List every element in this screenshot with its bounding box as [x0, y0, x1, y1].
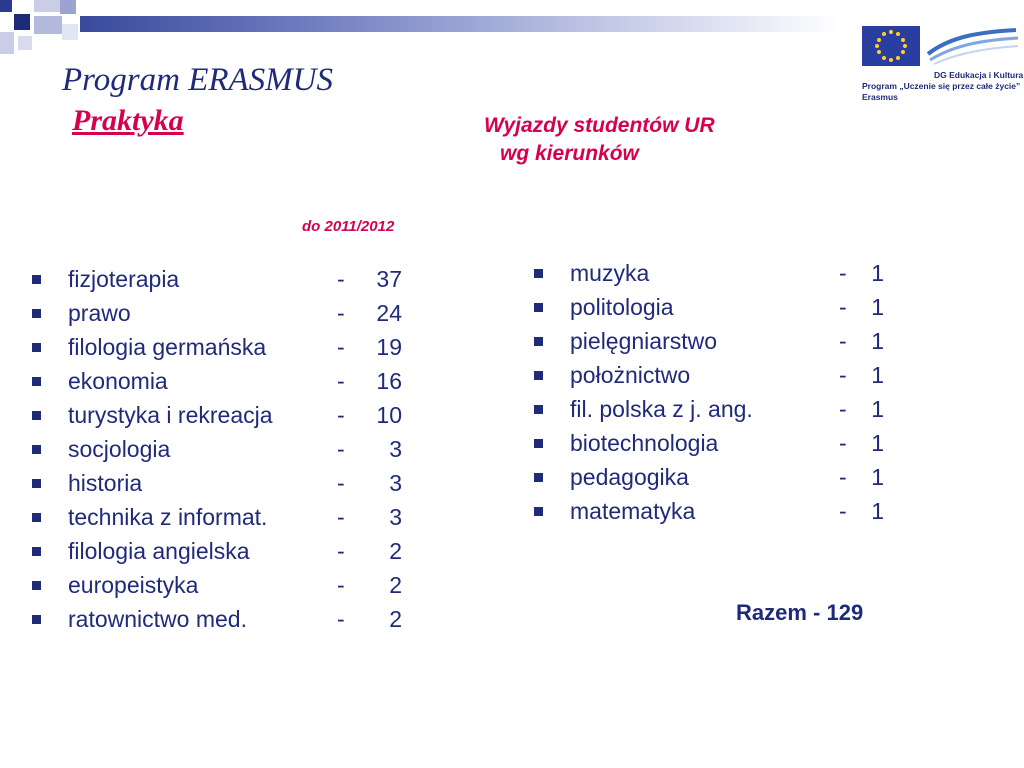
bullet-icon [534, 405, 543, 414]
page-subtitle: Praktyka [72, 104, 184, 137]
field-count: 1 [871, 430, 884, 456]
field-count: 37 [376, 266, 402, 292]
bullet-icon [32, 275, 41, 284]
dash-separator: - [337, 470, 345, 496]
list-item [534, 392, 914, 426]
field-count: 3 [389, 504, 402, 530]
list-item [534, 256, 914, 290]
field-count: 19 [376, 334, 402, 360]
field-count: 1 [871, 498, 884, 524]
field-name: położnictwo [570, 362, 691, 388]
field-name: filologia germańska [68, 334, 267, 360]
list-item [534, 358, 914, 392]
dash-separator: - [337, 504, 345, 530]
period-label: do 2011/2012 [302, 218, 395, 235]
corner-square [0, 0, 12, 12]
dash-separator: - [839, 260, 847, 286]
field-name: socjologia [68, 436, 171, 462]
right-field-list [534, 256, 914, 528]
logo-line-erasmus: Erasmus [862, 92, 898, 102]
field-name: fil. polska z j. ang. [570, 396, 753, 422]
corner-square [62, 24, 78, 40]
eu-logo [856, 22, 1022, 106]
dash-separator: - [839, 498, 847, 524]
bullet-icon [32, 513, 41, 522]
bullet-icon [32, 309, 41, 318]
field-count: 1 [871, 328, 884, 354]
bullet-icon [32, 377, 41, 386]
corner-square [0, 32, 14, 54]
field-name: historia [68, 470, 143, 496]
list-item [534, 494, 914, 528]
field-name: politologia [570, 294, 674, 320]
field-count: 10 [376, 402, 402, 428]
field-name: muzyka [570, 260, 650, 286]
field-name: ratownictwo med. [68, 606, 247, 632]
field-count: 2 [389, 606, 402, 632]
dash-separator: - [337, 368, 345, 394]
field-name: prawo [68, 300, 131, 326]
field-count: 1 [871, 464, 884, 490]
bullet-icon [32, 411, 41, 420]
bullet-icon [534, 507, 543, 516]
dash-separator: - [839, 430, 847, 456]
list-item [32, 534, 432, 568]
bullet-icon [534, 337, 543, 346]
logo-line-program: Program „Uczenie się przez całe życie” [862, 81, 1021, 91]
field-count: 1 [871, 396, 884, 422]
list-item [32, 466, 432, 500]
list-item [32, 364, 432, 398]
list-item [32, 568, 432, 602]
list-item [32, 262, 432, 296]
bullet-icon [32, 343, 41, 352]
field-count: 24 [376, 300, 402, 326]
bullet-icon [534, 439, 543, 448]
corner-square [34, 16, 62, 34]
list-item [32, 500, 432, 534]
heading-line-1: Wyjazdy studentów UR [484, 114, 715, 137]
field-name: fizjoterapia [68, 266, 180, 292]
field-count: 1 [871, 294, 884, 320]
bullet-icon [32, 445, 41, 454]
dash-separator: - [337, 606, 345, 632]
list-item [32, 398, 432, 432]
list-item [534, 460, 914, 494]
total-label: Razem - 129 [736, 600, 864, 625]
field-count: 3 [389, 436, 402, 462]
logo-line-dg: DG Edukacja i Kultura [934, 70, 1024, 80]
field-name: technika z informat. [68, 504, 268, 530]
list-item [534, 290, 914, 324]
field-name: matematyka [570, 498, 696, 524]
dash-separator: - [337, 436, 345, 462]
field-name: biotechnologia [570, 430, 719, 456]
bullet-icon [534, 269, 543, 278]
page-title: Program ERASMUS [62, 62, 333, 98]
field-count: 2 [389, 572, 402, 598]
field-count: 2 [389, 538, 402, 564]
dash-separator: - [839, 294, 847, 320]
bullet-icon [534, 371, 543, 380]
list-item [32, 296, 432, 330]
bullet-icon [32, 581, 41, 590]
bullet-icon [32, 615, 41, 624]
list-item [32, 432, 432, 466]
logo-caption [862, 70, 1022, 103]
corner-square [14, 14, 30, 30]
bullet-icon [534, 473, 543, 482]
list-item [534, 324, 914, 358]
header-gradient-bar [80, 16, 840, 32]
left-field-list [32, 262, 432, 636]
bullet-icon [32, 547, 41, 556]
field-count: 1 [871, 362, 884, 388]
eu-flag-icon [856, 22, 1022, 70]
section-heading [484, 112, 715, 168]
list-item [32, 330, 432, 364]
dash-separator: - [337, 572, 345, 598]
bullet-icon [32, 479, 41, 488]
dash-separator: - [337, 300, 345, 326]
field-name: pedagogika [570, 464, 689, 490]
bullet-icon [534, 303, 543, 312]
field-count: 3 [389, 470, 402, 496]
field-count: 1 [871, 260, 884, 286]
dash-separator: - [337, 538, 345, 564]
dash-separator: - [337, 266, 345, 292]
list-item [32, 602, 432, 636]
dash-separator: - [337, 334, 345, 360]
dash-separator: - [839, 328, 847, 354]
dash-separator: - [839, 362, 847, 388]
corner-square [60, 0, 76, 14]
field-name: filologia angielska [68, 538, 250, 564]
list-item [534, 426, 914, 460]
dash-separator: - [839, 396, 847, 422]
corner-square [18, 36, 32, 50]
field-count: 16 [376, 368, 402, 394]
heading-line-2: wg kierunków [500, 142, 639, 165]
field-name: turystyka i rekreacja [68, 402, 273, 428]
field-name: europeistyka [68, 572, 199, 598]
dash-separator: - [839, 464, 847, 490]
dash-separator: - [337, 402, 345, 428]
corner-square [34, 0, 60, 12]
field-name: pielęgniarstwo [570, 328, 718, 354]
field-name: ekonomia [68, 368, 168, 394]
